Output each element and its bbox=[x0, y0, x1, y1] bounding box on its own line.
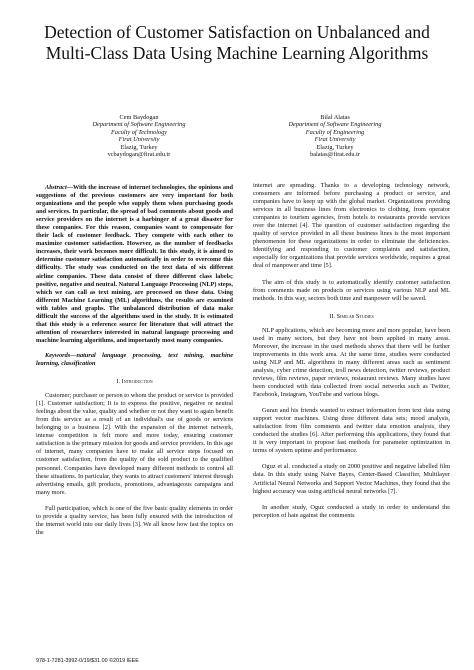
col2-paragraph-1: internet are spreading. Thanks to a developing technology network, consumers are informed before purchasing a product or service, and companies have to keep up with the global market. Organizations providing services in all business lines from electronics to clothing, from operator companies to tourism agencies, from hotels to restaurants provide services over the internet [4]. The question of customer satisfaction regarding the quality of service provided in all these business lines is the most important phenomenon for these organizations in order to eliminate the deficiencies. Identifying and responding to customer complaints and satisfaction, especially for organizations that provide services worldwide, requires a great deal of manpower and time [5]. bbox=[253, 182, 450, 270]
section-heading-similar-studies bbox=[253, 313, 450, 321]
author-block-2 bbox=[240, 114, 430, 158]
col2-paragraph-5: Oguz et al. conducted a study on 2000 positive and negative labelled film data. In this study using Naive Bayes, Center-Based Classifier, Multilayer Artificial Neural Networks and Support Vector Machines, they found that the highest accuracy was using artificial neural networks [7]. bbox=[253, 463, 450, 495]
author-university: Firat University bbox=[314, 136, 356, 144]
author-location: Elazig, Turkey bbox=[316, 143, 354, 151]
abstract bbox=[36, 184, 233, 345]
author-department: Department of Software Engineering bbox=[92, 121, 186, 129]
author-email: vcbaydogan@firat.edu.tr bbox=[107, 151, 171, 159]
section-heading-introduction bbox=[36, 378, 233, 386]
author-location: Elazig, Turkey bbox=[120, 143, 158, 151]
intro-paragraph-2: Full participation, which is one of the five basic quality elements in order to provide a quality service, has been fully ensured with the introduction of the internet world into our daily lives [3]. We all know how fast the topics on the bbox=[36, 504, 233, 536]
col2-paragraph-2: The aim of this study is to automatically identify customer satisfaction from comments made on products or services using various NLP and ML methods. In this way, sectors both time and manpower will be saved. bbox=[253, 278, 450, 302]
section-title: Introduction bbox=[121, 378, 153, 386]
paper-title: Detection of Customer Satisfaction on Unbalanced and Multi-Class Data Using Machine Learning Algorithms bbox=[44, 22, 430, 63]
copyright-footer: 978-1-7281-3992-0/19/$31.00 ©2019 IEEE bbox=[36, 658, 139, 664]
col2-paragraph-4: Guran and his friends wanted to extract information from text data using support vector machines. Using three different data sets; mood analysis, satisfaction from film comments and twitter data emotion analysis, they conducted the studies [6]. After performing this applications, they found that it is very important to propose fast methods for parameter optimization in terms of system uptime and performance. bbox=[253, 407, 450, 455]
left-column bbox=[36, 184, 233, 537]
abstract-lead: Abstract bbox=[45, 184, 67, 191]
author-faculty: Faculty of Engineering bbox=[305, 128, 365, 136]
intro-paragraph-1: Customer; purchaser or person to whom the product or service is provided [1]. Customer satisfaction; It is to express the positive, negative or neutral feelings about the value, quality and whether or not they want to again benefit from this service as a result of an individual's use of goods or services belonging to a business [2]. With the expansion of the internet network, intense competition is felt more and more today, ensuring customer satisfaction is the primary mission for goods and service providers. In this age of internet, many companies have to make all service steps focused on customer satisfaction, from the quality of the sold product to the qualified personnel. Companies have developed many different methods to control all these situations. In particular, they wants to attract customers' interest through advertising emails, gift products, promotions, advantageous campaigns and many more. bbox=[36, 392, 233, 496]
author-faculty: Faculty of Technology bbox=[110, 128, 168, 136]
section-title: Similar Studies bbox=[336, 312, 374, 320]
author-university: Firat University bbox=[118, 136, 160, 144]
right-column bbox=[253, 182, 450, 520]
col2-paragraph-6: In another study, Oguz conducted a study in order to understand the perception of hate against the comments bbox=[253, 503, 450, 519]
author-department: Department of Software Engineering bbox=[288, 121, 382, 129]
section-number: II. bbox=[329, 312, 336, 320]
author-email: balatas@firat.edu.tr bbox=[310, 151, 360, 159]
author-name: Cem Baydogan bbox=[119, 114, 159, 121]
abstract-text: —With the increase of internet technologies, the opinions and suggestions of the previous customers are very important for both organizations and the people who supply them when purchasing goods and services. In particular, the spread of bad comments about goods and service providers on the internet is a harbinger of a great disaster for these companies. For this reason, companies want to compensate for their lack of customer feedback. They compete with each other to maximize customer satisfaction. However, as the number of feedbacks increases, their work becomes more difficult. In this study, it is aimed to determine customer satisfaction automatically in order to overcome this difficulty. The study was conducted on the text data of six different airline companies. These data consist of three different class labels; positive, negative and neutral. Natural Language Processing (NLP) steps, which we can call as text mining, are processed on these data. Using different Machine Learning (ML) algorithms, the results are examined with tables and graphs. The unbalanced distribution of data make difficult the success of the algorithms used in the study. It is estimated that this study is a reference source for literature that will attract the attention of researchers interested in natural language processing and machine learning algorithms, and importantly most many companies. bbox=[36, 184, 233, 344]
col2-paragraph-3: NLP applications, which are becoming more and more popular, have been used in many sectors, but they have not been applied in many areas. Moreover, the increase in the used methods shows that there will be further improvements in this work area. At the same time, studies were conducted using NLP and ML algorithms in many different areas such as sentiment analysis, cyber crime detection, troll news detection, twitter reviews, product reviews, film reviews, paper reviews, restaurant reviews. Many studies have been conducted with data collected from social networks such as Twitter, Facebook, Instagram, YouTube and various blogs. bbox=[253, 326, 450, 399]
author-block-1 bbox=[44, 114, 234, 158]
author-name: Bilal Alatas bbox=[320, 114, 350, 121]
section-number: I. bbox=[116, 378, 121, 386]
keywords: Keywords—natural language processing, text mining, machine learning, classification bbox=[36, 351, 233, 367]
